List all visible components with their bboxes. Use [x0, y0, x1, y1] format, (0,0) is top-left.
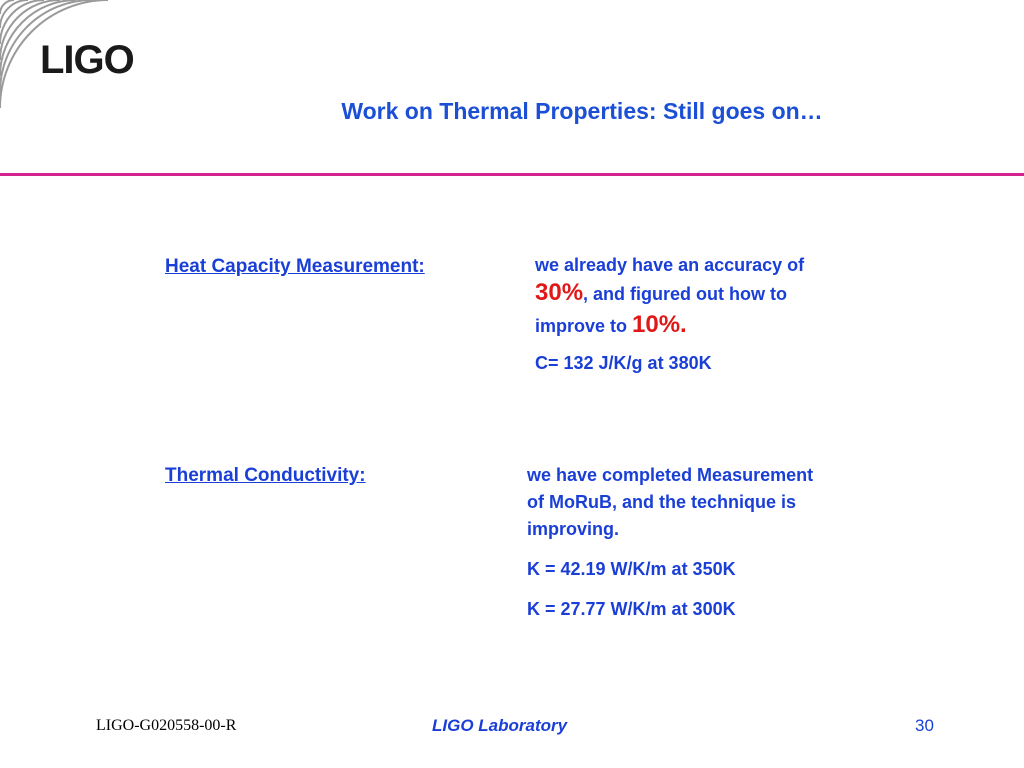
- heat-capacity-text: [535, 252, 895, 377]
- heat-capacity-line-3: [535, 311, 895, 340]
- footer-page-number: 30: [915, 716, 934, 735]
- thermal-conductivity-value-2: K = 27.77 W/K/m at 300K: [527, 599, 736, 619]
- page-title: Work on Thermal Properties: Still goes on…: [341, 98, 823, 124]
- title-divider: [0, 173, 1024, 176]
- thermal-conductivity-value-1: K = 42.19 W/K/m at 350K: [527, 559, 736, 579]
- thermal-conductivity-line-3: improving.: [527, 519, 620, 539]
- thermal-conductivity-line-1: we have completed Measurement: [527, 465, 814, 485]
- accuracy-30-percent: 30%: [535, 279, 584, 306]
- ligo-logo: LIGO: [40, 38, 134, 82]
- heat-capacity-line-1: we already have an accuracy of: [535, 255, 805, 275]
- footer-lab-name: LIGO Laboratory: [432, 716, 568, 735]
- accuracy-10-percent: 10%.: [632, 311, 687, 338]
- footer-document-id: LIGO-G020558-00-R: [96, 717, 237, 734]
- thermal-conductivity-label: Thermal Conductivity:: [165, 465, 366, 486]
- thermal-conductivity-line-2: of MoRuB, and the technique is: [527, 492, 796, 512]
- heat-capacity-line-3-pre: improve to: [535, 316, 633, 336]
- heat-capacity-value: C= 132 J/K/g at 380K: [535, 353, 712, 373]
- heat-capacity-label: Heat Capacity Measurement:: [165, 256, 425, 277]
- thermal-conductivity-text: [527, 462, 907, 623]
- heat-capacity-line-2-rest: , and figured out how to: [583, 284, 788, 304]
- heat-capacity-line-2: [535, 279, 895, 308]
